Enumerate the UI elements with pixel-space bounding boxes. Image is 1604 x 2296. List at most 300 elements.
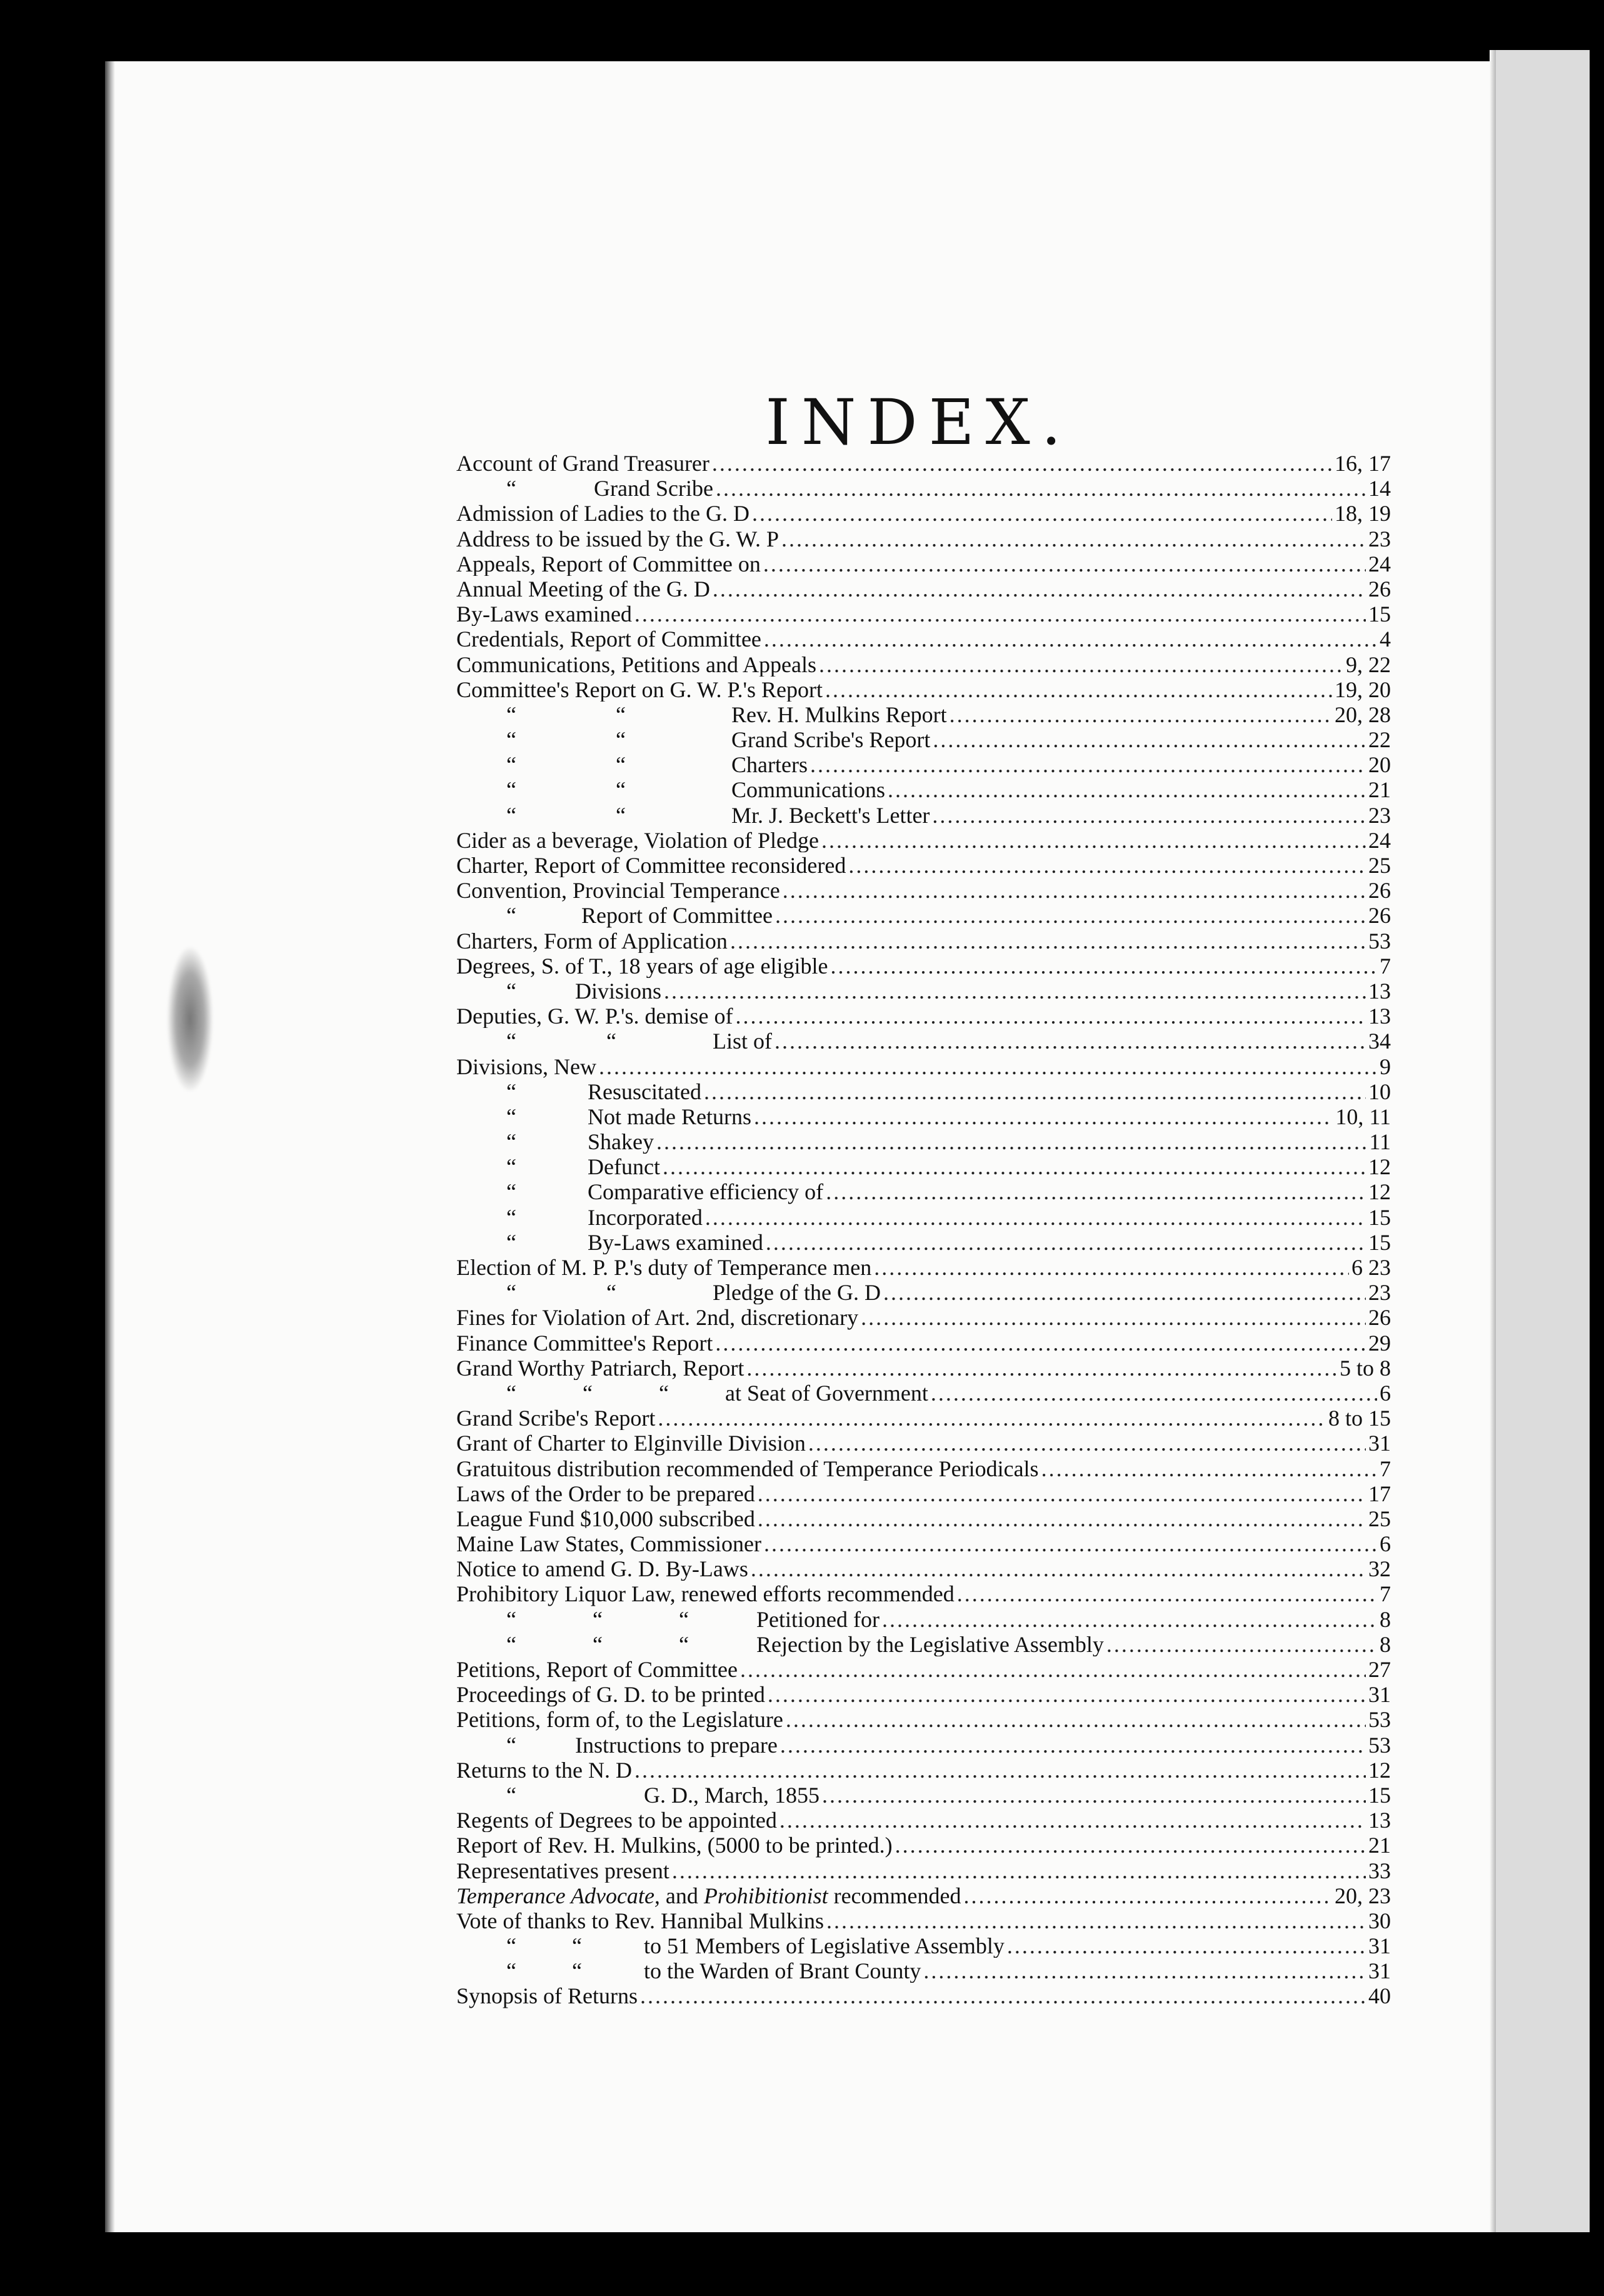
page-reference: 14 bbox=[1368, 476, 1391, 501]
page-reference: 11 bbox=[1369, 1129, 1391, 1154]
dot-leader bbox=[705, 1204, 1366, 1229]
dot-leader bbox=[895, 1832, 1366, 1857]
dot-leader bbox=[735, 1003, 1366, 1028]
entry-text: Address to be issued by the G. W. P bbox=[456, 526, 779, 551]
index-entry bbox=[456, 1958, 1391, 1983]
dot-leader bbox=[819, 652, 1343, 677]
entry-label bbox=[456, 1104, 751, 1129]
page-reference: 8 bbox=[1380, 1631, 1391, 1656]
dot-leader bbox=[931, 1380, 1377, 1405]
page-reference: 13 bbox=[1368, 978, 1391, 1004]
index-entry bbox=[456, 1581, 1391, 1606]
ditto-mark: “ bbox=[506, 978, 516, 1004]
page-reference: 53 bbox=[1368, 928, 1391, 953]
entry-text: Laws of the Order to be prepared bbox=[456, 1481, 755, 1506]
entry-text: Committee's Report on G. W. P.'s Report bbox=[456, 677, 823, 702]
entry-label bbox=[456, 1858, 669, 1883]
entry-text: Rejection by the Legislative Assembly bbox=[756, 1631, 1104, 1656]
entry-label bbox=[456, 1380, 928, 1405]
dot-leader bbox=[766, 1229, 1366, 1254]
ditto-mark: “ bbox=[506, 476, 516, 501]
dot-leader bbox=[780, 1732, 1366, 1757]
entry-label bbox=[456, 1304, 858, 1329]
page-reference: 26 bbox=[1368, 1305, 1391, 1330]
index-entry bbox=[456, 1104, 1391, 1129]
dot-leader bbox=[783, 877, 1366, 902]
page-reference: 15 bbox=[1368, 602, 1391, 627]
dot-leader bbox=[826, 1908, 1366, 1933]
entry-label bbox=[456, 1631, 1104, 1656]
dot-leader bbox=[715, 1330, 1366, 1355]
entry-label bbox=[456, 1782, 820, 1807]
dot-leader bbox=[730, 928, 1366, 953]
ditto-mark: “ “ “ bbox=[506, 1606, 689, 1631]
index-entry bbox=[456, 928, 1391, 953]
dot-leader bbox=[764, 1531, 1377, 1556]
entry-text: to the Warden of Brant County bbox=[644, 1958, 921, 1983]
entry-text: Admission of Ladies to the G. D bbox=[456, 501, 749, 526]
entry-text: Annual Meeting of the G. D bbox=[456, 576, 710, 602]
index-entry bbox=[456, 1807, 1391, 1832]
entry-label bbox=[456, 1983, 638, 2008]
entry-label bbox=[456, 1581, 955, 1606]
dot-leader bbox=[746, 1355, 1337, 1380]
entry-text: Pledge of the G. D bbox=[713, 1280, 881, 1305]
ditto-mark: “ bbox=[506, 1129, 516, 1154]
page-reference: 6 bbox=[1380, 1531, 1391, 1556]
index-entry bbox=[456, 450, 1391, 475]
dot-leader bbox=[826, 1179, 1366, 1204]
entry-text: Report of Committee bbox=[581, 903, 773, 928]
index-entry bbox=[456, 1456, 1391, 1481]
page-reference: 5 to 8 bbox=[1339, 1355, 1391, 1380]
entry-label bbox=[456, 1179, 823, 1204]
entry-label bbox=[456, 1681, 765, 1706]
ditto-mark: “ “ bbox=[506, 702, 626, 727]
paper-stain bbox=[168, 947, 213, 1091]
dot-leader bbox=[640, 1983, 1366, 2008]
index-entry bbox=[456, 1054, 1391, 1079]
entry-label bbox=[456, 450, 709, 475]
dot-leader bbox=[764, 626, 1377, 651]
entry-text: Maine Law States, Commissioner bbox=[456, 1531, 761, 1556]
entry-text: recommended bbox=[828, 1883, 961, 1908]
ditto-mark: “ “ “ bbox=[506, 1631, 689, 1656]
page-reference: 9 bbox=[1380, 1054, 1391, 1079]
dot-leader bbox=[822, 1782, 1366, 1807]
entry-text: Synopsis of Returns bbox=[456, 1983, 638, 2008]
index-entry bbox=[456, 677, 1391, 702]
dot-leader bbox=[775, 902, 1366, 927]
index-entry bbox=[456, 1279, 1391, 1304]
index-entry bbox=[456, 1681, 1391, 1706]
entry-label bbox=[456, 827, 819, 852]
index-entry bbox=[456, 1179, 1391, 1204]
dot-leader bbox=[716, 475, 1366, 500]
dot-leader bbox=[1041, 1456, 1377, 1481]
dot-leader bbox=[923, 1958, 1366, 1983]
entry-text: Report of Rev. H. Mulkins, (5000 to be printed.) bbox=[456, 1833, 893, 1858]
entry-text: Instructions to prepare bbox=[575, 1732, 778, 1757]
page-reference: 33 bbox=[1368, 1858, 1391, 1883]
dot-leader bbox=[663, 1154, 1366, 1179]
index-entry bbox=[456, 953, 1391, 978]
entry-text: Cider as a beverage, Violation of Pledge bbox=[456, 827, 819, 852]
index-entry bbox=[456, 626, 1391, 651]
entry-label bbox=[456, 1531, 761, 1556]
dot-leader bbox=[656, 1129, 1366, 1154]
next-page-strip bbox=[1496, 50, 1590, 2245]
index-entry bbox=[456, 1129, 1391, 1154]
page-reference: 26 bbox=[1368, 903, 1391, 928]
page-reference: 10 bbox=[1368, 1079, 1391, 1104]
dot-leader bbox=[932, 802, 1366, 827]
page-reference: 22 bbox=[1368, 727, 1391, 752]
entry-text: Finance Committee's Report bbox=[456, 1330, 713, 1355]
dot-leader bbox=[774, 1028, 1366, 1053]
index-entry bbox=[456, 752, 1391, 777]
dot-leader bbox=[658, 1405, 1326, 1430]
page-reference: 31 bbox=[1368, 1958, 1391, 1983]
dot-leader bbox=[933, 727, 1366, 752]
dot-leader bbox=[634, 601, 1366, 626]
dot-leader bbox=[751, 1556, 1366, 1581]
dot-leader bbox=[599, 1054, 1377, 1079]
dot-leader bbox=[882, 1606, 1377, 1631]
dot-leader bbox=[664, 978, 1366, 1003]
dot-leader bbox=[786, 1706, 1366, 1731]
page-reference: 8 to 15 bbox=[1328, 1406, 1391, 1431]
index-entry bbox=[456, 1330, 1391, 1355]
page-reference: 15 bbox=[1368, 1229, 1391, 1254]
entry-label bbox=[456, 526, 779, 551]
dot-leader bbox=[1007, 1933, 1366, 1958]
index-entry bbox=[456, 652, 1391, 677]
page-reference: 16, 17 bbox=[1335, 451, 1391, 476]
index-entry bbox=[456, 802, 1391, 827]
entry-text: Rev. H. Mulkins Report bbox=[731, 702, 947, 727]
page-reference: 32 bbox=[1368, 1556, 1391, 1581]
page-reference: 6 23 bbox=[1351, 1255, 1391, 1280]
entry-text: List of bbox=[713, 1029, 772, 1054]
entry-text: Charters bbox=[731, 752, 808, 777]
index-entry bbox=[456, 1380, 1391, 1405]
index-entry bbox=[456, 1355, 1391, 1380]
entry-label bbox=[456, 852, 846, 877]
dot-leader bbox=[883, 1279, 1366, 1304]
page-reference: 30 bbox=[1368, 1908, 1391, 1933]
index-entry bbox=[456, 1757, 1391, 1782]
index-entry bbox=[456, 551, 1391, 576]
entry-text: Regents of Degrees to be appointed bbox=[456, 1808, 777, 1833]
ditto-mark: “ bbox=[506, 1154, 516, 1179]
dot-leader bbox=[672, 1858, 1366, 1883]
entry-label bbox=[456, 1481, 755, 1506]
entry-label bbox=[456, 953, 828, 978]
entry-italic-title: Temperance Advocate, bbox=[456, 1883, 660, 1908]
page-reference: 23 bbox=[1368, 1280, 1391, 1305]
entry-text: at Seat of Government bbox=[725, 1380, 928, 1406]
entry-text: Petitioned for bbox=[756, 1606, 880, 1631]
entry-text: Prohibitory Liquor Law, renewed efforts recommended bbox=[456, 1581, 955, 1606]
index-entry bbox=[456, 1079, 1391, 1104]
page-reference: 20, 28 bbox=[1335, 702, 1391, 727]
index-entry bbox=[456, 1832, 1391, 1857]
entry-text: Divisions bbox=[575, 978, 662, 1004]
entry-label bbox=[456, 1330, 713, 1355]
dot-leader bbox=[830, 953, 1377, 978]
dot-leader bbox=[808, 1430, 1366, 1455]
ditto-mark: “ bbox=[506, 1782, 516, 1808]
entry-label bbox=[456, 1958, 921, 1983]
dot-leader bbox=[964, 1883, 1333, 1908]
entry-text: Degrees, S. of T., 18 years of age eligible bbox=[456, 953, 828, 978]
dot-leader bbox=[754, 1104, 1333, 1129]
index-entry bbox=[456, 1028, 1391, 1053]
page-reference: 6 bbox=[1380, 1380, 1391, 1406]
index-entry bbox=[456, 500, 1391, 525]
entry-text: League Fund $10,000 subscribed bbox=[456, 1506, 755, 1531]
entry-text: Divisions, New bbox=[456, 1054, 596, 1079]
entry-text: Defunct bbox=[588, 1154, 660, 1179]
entry-text: Vote of thanks to Rev. Hannibal Mulkins bbox=[456, 1908, 824, 1933]
entry-text: Shakey bbox=[588, 1129, 654, 1154]
index-entry bbox=[456, 1983, 1391, 2008]
index-entry bbox=[456, 1204, 1391, 1229]
entry-label bbox=[456, 1832, 893, 1857]
dot-leader bbox=[758, 1506, 1366, 1531]
entry-label bbox=[456, 551, 761, 576]
entry-text: Election of M. P. P.'s duty of Temperance men bbox=[456, 1255, 872, 1280]
entry-label bbox=[456, 1054, 596, 1079]
entry-label bbox=[456, 1229, 763, 1254]
ditto-mark: “ bbox=[506, 1229, 516, 1254]
ditto-mark: “ bbox=[506, 1079, 516, 1104]
page-reference: 53 bbox=[1368, 1732, 1391, 1757]
index-entry bbox=[456, 1481, 1391, 1506]
dot-leader bbox=[634, 1757, 1366, 1782]
index-entry bbox=[456, 1304, 1391, 1329]
entry-label bbox=[456, 1254, 871, 1279]
page-left-edge bbox=[105, 61, 115, 2232]
page-reference: 24 bbox=[1368, 551, 1391, 576]
page-reference: 9, 22 bbox=[1346, 652, 1391, 677]
entry-label bbox=[456, 500, 749, 525]
entry-text: By-Laws examined bbox=[588, 1229, 763, 1254]
dot-leader bbox=[763, 551, 1366, 576]
index-entry bbox=[456, 1506, 1391, 1531]
dot-leader bbox=[768, 1681, 1366, 1706]
entry-text: Grand Scribe's Report bbox=[456, 1406, 656, 1431]
ditto-mark: “ “ bbox=[506, 777, 626, 802]
entry-italic-title: Prohibitionist bbox=[703, 1883, 828, 1908]
page-reference: 4 bbox=[1380, 627, 1391, 652]
page-title: INDEX. bbox=[765, 386, 1073, 459]
index-entry bbox=[456, 777, 1391, 802]
ditto-mark: “ “ bbox=[506, 1029, 616, 1054]
page-reference: 31 bbox=[1368, 1431, 1391, 1456]
index-entry bbox=[456, 1631, 1391, 1656]
dot-leader bbox=[861, 1304, 1366, 1329]
ditto-mark: “ “ bbox=[506, 752, 626, 777]
index-entry bbox=[456, 1883, 1391, 1908]
index-entry bbox=[456, 1254, 1391, 1279]
index-entry bbox=[456, 827, 1391, 852]
index-entry bbox=[456, 1556, 1391, 1581]
index-entry bbox=[456, 526, 1391, 551]
entry-text: Gratuitous distribution recommended of Temperance Periodicals bbox=[456, 1456, 1039, 1481]
entry-label bbox=[456, 1933, 1005, 1958]
dot-leader bbox=[740, 1656, 1366, 1681]
entry-label bbox=[456, 777, 885, 802]
entry-text: Incorporated bbox=[588, 1204, 703, 1229]
entry-text: Convention, Provincial Temperance bbox=[456, 878, 780, 903]
entry-text: Credentials, Report of Committee bbox=[456, 627, 761, 652]
page-reference: 34 bbox=[1368, 1029, 1391, 1054]
entry-text: Grand Worthy Patriarch, Report bbox=[456, 1355, 744, 1380]
page-reference: 25 bbox=[1368, 853, 1391, 878]
entry-text: to 51 Members of Legislative Assembly bbox=[644, 1933, 1005, 1958]
page-reference: 27 bbox=[1368, 1657, 1391, 1682]
page-reference: 26 bbox=[1368, 576, 1391, 602]
ditto-mark: “ “ bbox=[506, 727, 626, 752]
entry-text: Petitions, form of, to the Legislature bbox=[456, 1707, 783, 1732]
page-reference: 23 bbox=[1368, 802, 1391, 827]
entry-text: Mr. J. Beckett's Letter bbox=[731, 802, 930, 827]
page-reference: 12 bbox=[1368, 1154, 1391, 1179]
dot-leader bbox=[957, 1581, 1377, 1606]
entry-text: Charter, Report of Committee reconsidered bbox=[456, 853, 846, 878]
dot-leader bbox=[781, 526, 1366, 551]
entry-label bbox=[456, 877, 780, 902]
ditto-mark: “ bbox=[506, 1179, 516, 1204]
index-entry bbox=[456, 852, 1391, 877]
index-entry bbox=[456, 1908, 1391, 1933]
index-entry bbox=[456, 1656, 1391, 1681]
scan-border bbox=[0, 2232, 1604, 2296]
index-entry bbox=[456, 902, 1391, 927]
entry-label bbox=[456, 1506, 755, 1531]
entry-label bbox=[456, 1204, 703, 1229]
dot-leader bbox=[848, 852, 1366, 877]
entry-label bbox=[456, 1355, 744, 1380]
page-reference: 12 bbox=[1368, 1757, 1391, 1782]
entry-label bbox=[456, 752, 808, 777]
dot-leader bbox=[713, 576, 1366, 601]
page-reference: 26 bbox=[1368, 878, 1391, 903]
page-reference: 53 bbox=[1368, 1707, 1391, 1732]
entry-label bbox=[456, 1732, 778, 1757]
entry-label bbox=[456, 1405, 655, 1430]
page-reference: 19, 20 bbox=[1335, 677, 1391, 702]
page-reference: 40 bbox=[1368, 1983, 1391, 2008]
index-entry bbox=[456, 1003, 1391, 1028]
entry-label bbox=[456, 1656, 738, 1681]
entry-label bbox=[456, 1706, 783, 1731]
page-reference: 17 bbox=[1368, 1481, 1391, 1506]
page-reference: 15 bbox=[1368, 1782, 1391, 1808]
entry-text: Grand Scribe bbox=[594, 476, 713, 501]
ditto-mark: “ bbox=[506, 1104, 516, 1129]
index-entry bbox=[456, 1405, 1391, 1430]
index-entry bbox=[456, 1858, 1391, 1883]
entry-label bbox=[456, 1003, 733, 1028]
page-reference: 20, 23 bbox=[1335, 1883, 1391, 1908]
page-reference: 31 bbox=[1368, 1933, 1391, 1958]
index-entry bbox=[456, 702, 1391, 727]
dot-leader bbox=[704, 1079, 1366, 1104]
entry-text: Not made Returns bbox=[588, 1104, 751, 1129]
dot-leader bbox=[874, 1254, 1349, 1279]
index-list bbox=[456, 450, 1391, 2008]
entry-label bbox=[456, 1079, 701, 1104]
dot-leader bbox=[888, 777, 1366, 802]
entry-text: Fines for Violation of Art. 2nd, discretionary bbox=[456, 1305, 859, 1330]
entry-text: Petitions, Report of Committee bbox=[456, 1657, 738, 1682]
dot-leader bbox=[712, 450, 1332, 475]
index-entry bbox=[456, 475, 1391, 500]
entry-label bbox=[456, 1883, 961, 1908]
index-entry bbox=[456, 727, 1391, 752]
ditto-mark: “ “ bbox=[506, 1280, 616, 1305]
entry-label bbox=[456, 626, 761, 651]
entry-text: Account of Grand Treasurer bbox=[456, 451, 709, 476]
index-entry bbox=[456, 1154, 1391, 1179]
entry-text: Grant of Charter to Elginville Division bbox=[456, 1431, 806, 1456]
ditto-mark: “ “ bbox=[506, 1933, 582, 1958]
ditto-mark: “ “ bbox=[506, 1958, 582, 1983]
entry-label bbox=[456, 978, 661, 1003]
entry-label bbox=[456, 677, 823, 702]
entry-text: Communications, Petitions and Appeals bbox=[456, 652, 816, 677]
index-entry bbox=[456, 1229, 1391, 1254]
entry-text: Comparative efficiency of bbox=[588, 1179, 824, 1204]
index-entry bbox=[456, 1732, 1391, 1757]
index-entry bbox=[456, 978, 1391, 1003]
page-reference: 25 bbox=[1368, 1506, 1391, 1531]
entry-label bbox=[456, 1129, 654, 1154]
page-reference: 13 bbox=[1368, 1004, 1391, 1029]
index-entry bbox=[456, 1430, 1391, 1455]
dot-leader bbox=[779, 1807, 1366, 1832]
page-reference: 7 bbox=[1380, 953, 1391, 978]
page-reference: 15 bbox=[1368, 1204, 1391, 1229]
index-entry bbox=[456, 1606, 1391, 1631]
entry-label bbox=[456, 928, 728, 953]
page-reference: 31 bbox=[1368, 1682, 1391, 1707]
ditto-mark: “ bbox=[506, 1732, 516, 1757]
page-reference: 18, 19 bbox=[1335, 501, 1391, 526]
entry-text: Proceedings of G. D. to be printed bbox=[456, 1682, 765, 1707]
entry-label bbox=[456, 652, 816, 677]
index-entry bbox=[456, 1531, 1391, 1556]
dot-leader bbox=[821, 827, 1366, 852]
index-entry bbox=[456, 576, 1391, 601]
page-reference: 21 bbox=[1368, 777, 1391, 802]
entry-label bbox=[456, 601, 632, 626]
index-entry bbox=[456, 1782, 1391, 1807]
entry-label bbox=[456, 1456, 1039, 1481]
entry-label bbox=[456, 1556, 748, 1581]
page-reference: 12 bbox=[1368, 1179, 1391, 1204]
ditto-mark: “ bbox=[506, 1204, 516, 1229]
entry-label bbox=[456, 702, 947, 727]
entry-label bbox=[456, 902, 773, 927]
ditto-mark: “ “ “ bbox=[506, 1380, 669, 1406]
index-entry bbox=[456, 877, 1391, 902]
ditto-mark: “ bbox=[506, 903, 516, 928]
page-reference: 21 bbox=[1368, 1833, 1391, 1858]
